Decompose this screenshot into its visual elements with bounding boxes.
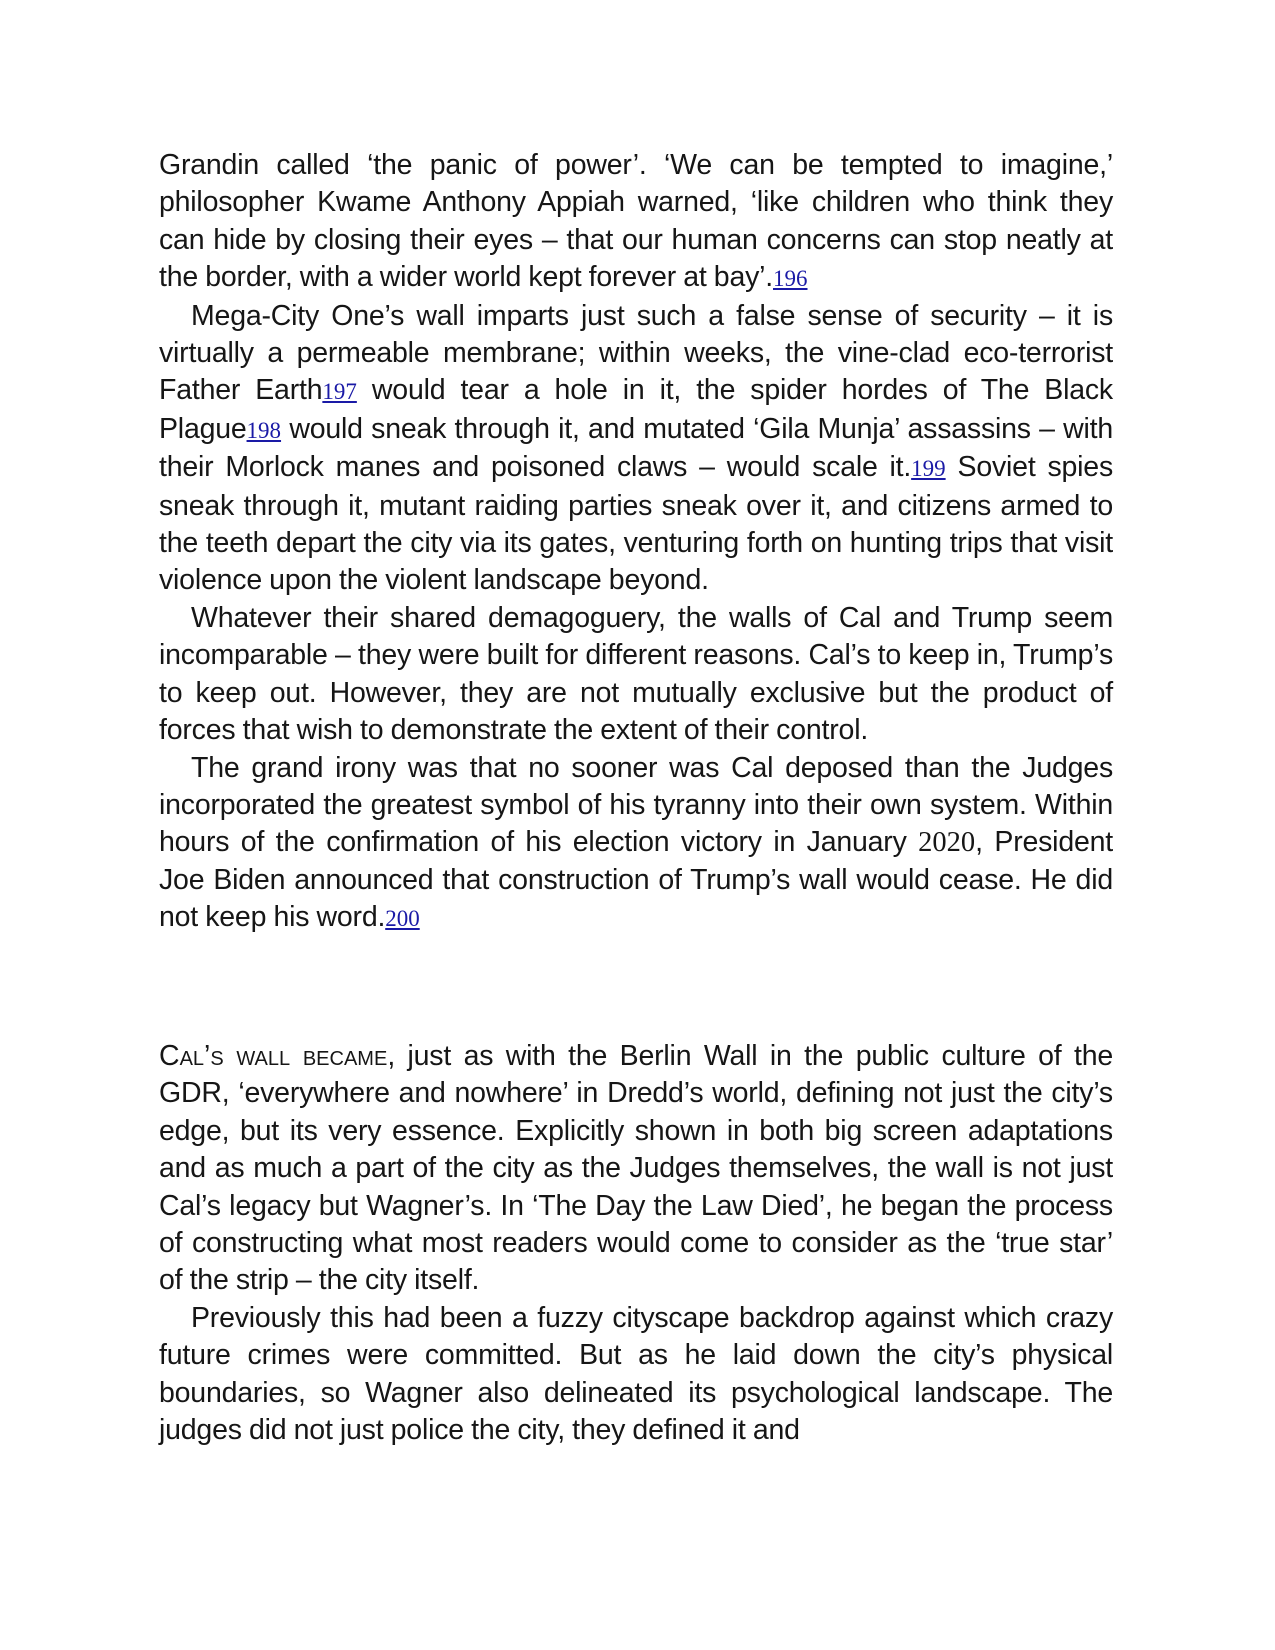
footnote-link-196[interactable]: 196 <box>773 266 808 292</box>
paragraph-text: would sneak through it, and mutated ‘Gila Munja’ assassins – with their Morlock manes and poisoned claws – would scale it. <box>159 412 1113 484</box>
paragraph-text: Mega-City One’s wall imparts just such a false sense of security – it is virtually a permeable membrane; within weeks, the vine-clad eco-terrorist Father Earth <box>159 299 1113 407</box>
paragraph <box>159 1038 1113 1300</box>
paragraph <box>159 298 1113 600</box>
footnote-link-200[interactable]: 200 <box>385 906 420 932</box>
paragraph-text: Grandin called ‘the panic of power’. ‘We can be tempted to imagine,’ philosopher Kwame Anthony Appiah warned, ‘like children who think they can hide by closing their eyes – that our human concerns can stop neatly at the border, with a wider world kept forever at bay’. <box>159 149 1113 294</box>
paragraph-text: would tear a hole in it, the spider hordes of The Black Plague <box>159 374 1113 445</box>
paragraph-text: Soviet spies sneak through it, mutant raiding parties sneak over it, and citizens armed to the teeth depart the city via its gates, venturing forth on hunting trips that visit violence upon the violent landscape beyond. <box>159 451 1114 597</box>
footnote-link-197[interactable]: 197 <box>322 379 357 405</box>
section-two <box>159 1038 1113 1449</box>
paragraph-text: Previously this had been a fuzzy cityscape backdrop against which crazy future crimes were committed. But as he laid down the city’s physical boundaries, so Wagner also delineated its psychological landscape. The judges did not just police the city, they defined it and <box>159 1301 1113 1447</box>
paragraph-text: Whatever their shared demagoguery, the walls of Cal and Trump seem incomparable – they were built for different reasons. Cal’s to keep in, Trump’s to keep out. However, they are not mutually exclusive but the product of forces that wish to demonstrate the extent of their control. <box>159 601 1113 747</box>
paragraph-text: The grand irony was that no sooner was Cal deposed than the Judges incorporated the greatest symbol of his tyranny into their own system. Within hours of the confirmation of his election victory in January <box>159 751 1113 859</box>
section-one <box>159 147 1113 938</box>
paragraph <box>159 147 1113 298</box>
footnote-link-198[interactable]: 198 <box>246 417 282 443</box>
footnote-link-199[interactable]: 199 <box>911 456 946 482</box>
paragraph-text: , just as with the Berlin Wall in the public culture of the GDR, ‘everywhere and nowhere’ in Dredd’s world, defining not just the city’s edge, but its very essence. Explicitly shown in both big screen adaptations and as much a part of the city as the Judges themselves, the wall is not just Cal’s legacy but Wagner’s. In ‘The Day the Law Died’, he began the process of constructing what most readers would come to consider as the ‘true star’ of the strip – the city itself. <box>159 1040 1113 1297</box>
paragraph <box>159 750 1113 938</box>
section-lead-in: Cal’s wall became <box>159 1040 388 1072</box>
paragraph <box>159 600 1113 750</box>
year-number: 2020 <box>918 827 976 859</box>
paragraph <box>159 1300 1113 1450</box>
paragraph-text: , President Joe Biden announced that construction of Trump’s wall would cease. He did not keep his word. <box>159 826 1113 934</box>
